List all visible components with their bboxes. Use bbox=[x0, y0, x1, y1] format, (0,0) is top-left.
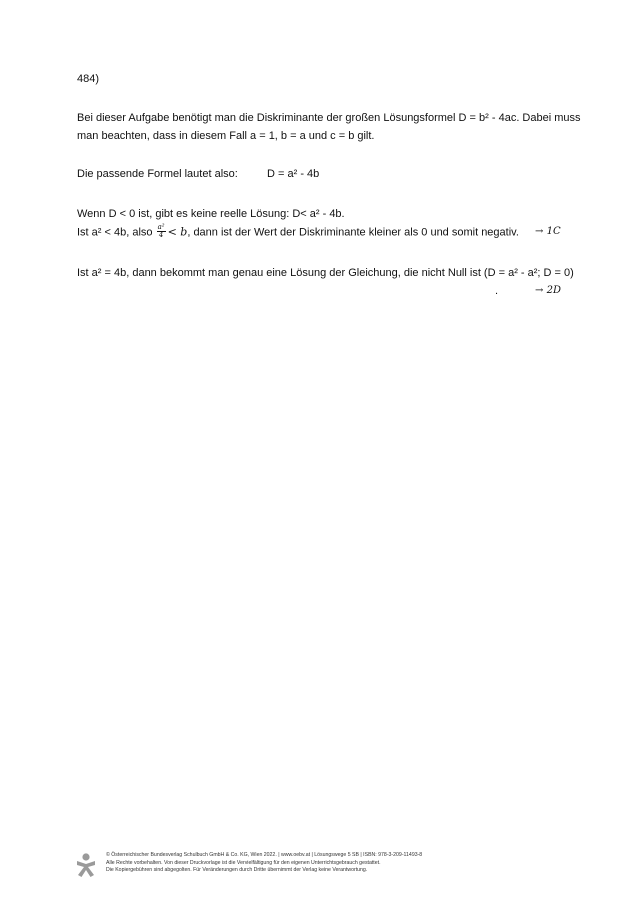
case-1-prefix: Ist a² < 4b, also bbox=[77, 226, 156, 239]
case-1-suffix: , dann ist der Wert der Diskriminante kleiner als 0 und somit negativ. bbox=[187, 226, 519, 239]
arrow-right-icon: → bbox=[535, 226, 544, 237]
oebv-logo-icon bbox=[74, 852, 98, 878]
case-1-line-1: Wenn D < 0 ist, gibt es keine reelle Lösung: D< a² - 4b. bbox=[77, 208, 345, 220]
case-2-dot: . bbox=[495, 285, 499, 297]
answer-1c bbox=[535, 225, 561, 239]
answer-label: 1C bbox=[546, 226, 561, 237]
arrow-right-icon: → bbox=[535, 285, 544, 296]
fraction bbox=[157, 224, 166, 239]
answer-2d bbox=[535, 284, 561, 298]
paragraph-1-line-2: man beachten, dass in diesem Fall a = 1, b = a und c = b gilt. bbox=[77, 130, 375, 142]
answer-label: 2D bbox=[546, 285, 561, 296]
fraction-numerator: a² bbox=[157, 223, 165, 231]
task-number: 484) bbox=[77, 73, 100, 85]
footer-line-1: © Österreichischer Bundesverlag Schulbuch GmbH & Co. KG, Wien 2022. | www.oebv.at | Lösungswege 5 SB | ISBN: 978-3-209-11493-8 bbox=[106, 852, 423, 858]
footer-line-3: Die Kopiergebühren sind abgegolten. Für Veränderungen durch Dritte übernimmt der Verlag keine Verantwortung. bbox=[106, 867, 368, 873]
case-1-line-2 bbox=[77, 225, 519, 240]
formula: D = a² - 4b bbox=[267, 168, 320, 180]
case-2-line-1: Ist a² = 4b, dann bekommt man genau eine Lösung der Gleichung, die nicht Null ist (D = a² - a²; D = 0) bbox=[77, 267, 574, 279]
fraction-relation: < b bbox=[167, 225, 188, 239]
formula-label: Die passende Formel lautet also: bbox=[77, 168, 238, 180]
footer-line-2: Alle Rechte vorbehalten. Von dieser Druckvorlage ist die Vervielfältigung für den eigenen Unterrichtsgebrauch gestattet. bbox=[106, 859, 381, 866]
fraction-denominator: 4 bbox=[158, 231, 164, 239]
footer bbox=[106, 852, 422, 875]
paragraph-1-line-1: Bei dieser Aufgabe benötigt man die Diskriminante der großen Lösungsformel D = b² - 4ac. Dabei muss bbox=[77, 112, 581, 124]
